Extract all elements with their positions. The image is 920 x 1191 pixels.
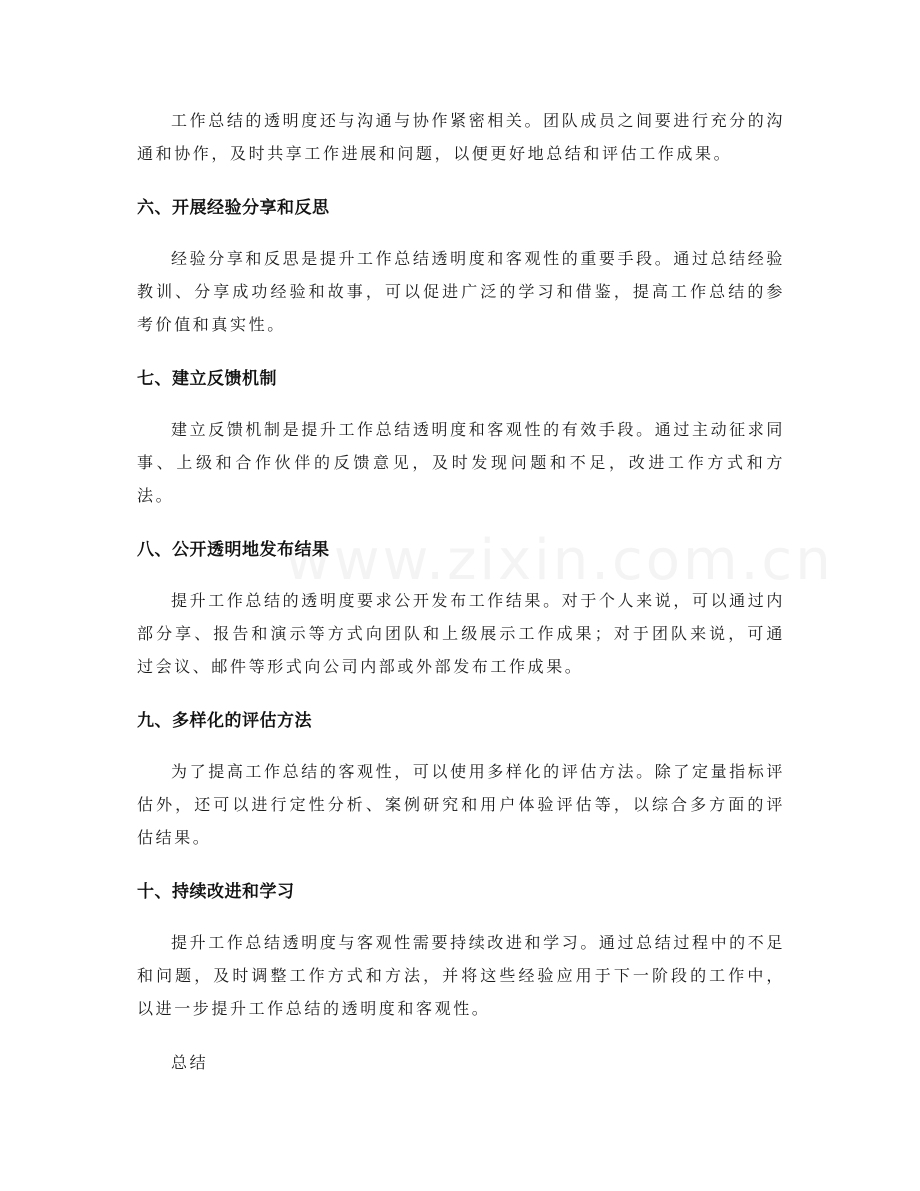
spacer (137, 396, 785, 413)
spacer (137, 512, 785, 533)
document-body (137, 104, 785, 1079)
heading-section-8: 八、公开透明地发布结果 (137, 540, 330, 560)
paragraph-section-6: 经验分享和反思是提升工作总结透明度和客观性的重要手段。通过总结经验教训、分享成功经验和故事，可以促进广泛的学习和借鉴，提高工作总结的参考价值和真实性。 (137, 249, 785, 334)
spacer (137, 567, 785, 584)
summary-label: 总结 (171, 1053, 209, 1072)
paragraph-section-9: 为了提高工作总结的客观性，可以使用多样化的评估方法。除了定量指标评估外，还可以进行定性分析、案例研究和用户体验评估等，以综合多方面的评估结果。 (137, 762, 785, 847)
spacer (137, 225, 785, 242)
spacer (137, 738, 785, 755)
spacer (137, 683, 785, 704)
spacer (137, 170, 785, 191)
spacer (137, 1025, 785, 1046)
paragraph-section-8: 提升工作总结的透明度要求公开发布工作结果。对于个人来说，可以通过内部分享、报告和演示等方式向团队和上级展示工作成果；对于团队来说，可通过会议、邮件等形式向公司内部或外部发布工作成果。 (137, 591, 785, 676)
paragraph-section-7: 建立反馈机制是提升工作总结透明度和客观性的有效手段。通过主动征求同事、上级和合作伙伴的反馈意见，及时发现问题和不足，改进工作方式和方法。 (137, 420, 785, 505)
heading-section-9: 九、多样化的评估方法 (137, 711, 312, 731)
paragraph-communication: 工作总结的透明度还与沟通与协作紧密相关。团队成员之间要进行充分的沟通和协作，及时共享工作进展和问题，以便更好地总结和评估工作成果。 (137, 111, 785, 163)
watermark: www.zixin.com.cn (285, 528, 834, 593)
spacer (137, 341, 785, 362)
heading-section-6: 六、开展经验分享和反思 (137, 198, 330, 218)
paragraph-section-10: 提升工作总结透明度与客观性需要持续改进和学习。通过总结过程中的不足和问题，及时调整工作方式和方法，并将这些经验应用于下一阶段的工作中，以进一步提升工作总结的透明度和客观性。 (137, 933, 785, 1018)
heading-section-10: 十、持续改进和学习 (137, 882, 295, 902)
heading-section-7: 七、建立反馈机制 (137, 369, 277, 389)
spacer (137, 909, 785, 926)
spacer (137, 854, 785, 875)
